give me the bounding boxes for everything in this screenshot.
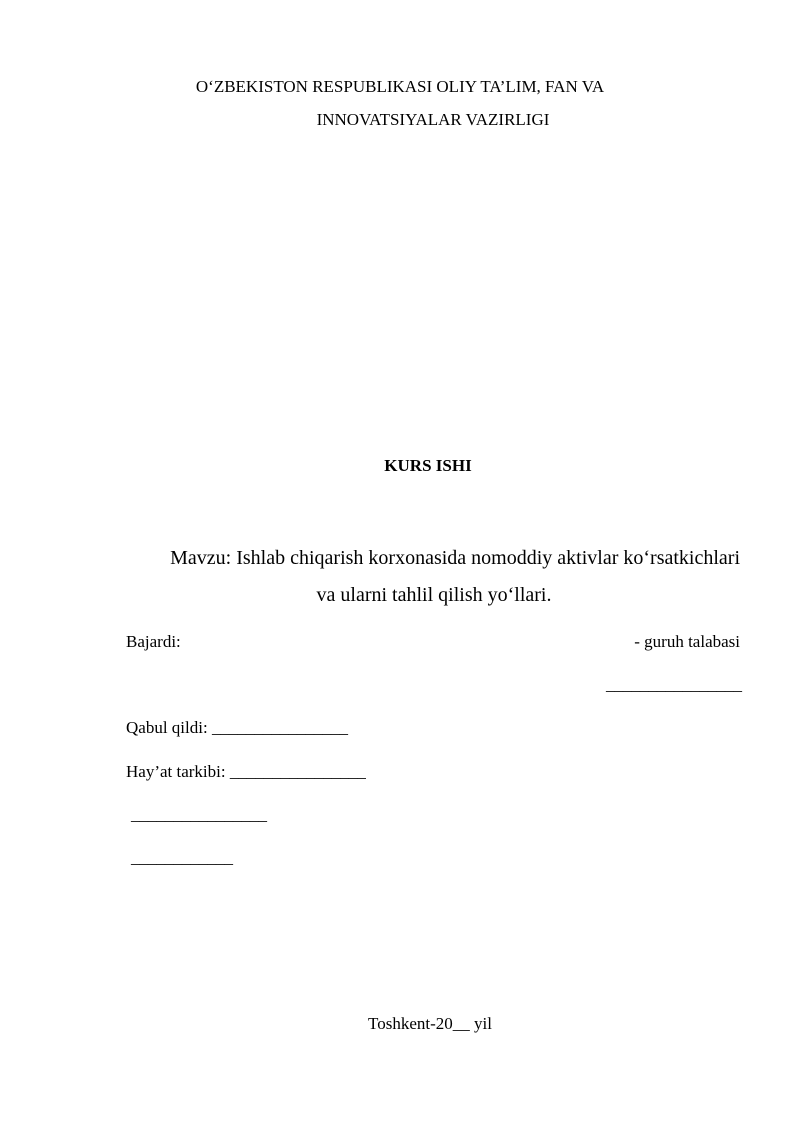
document-title: KURS ISHI: [384, 456, 472, 475]
ministry-name-line1: O‘ZBEKISTON RESPUBLIKASI OLIY TA’LIM, FAN VA: [195, 77, 605, 96]
performer-label: Bajardi:: [126, 632, 181, 651]
accepted-by-label: Qabul qildi: ________________: [126, 718, 348, 737]
committee-blank-2: ____________: [131, 848, 233, 867]
place-year: Toshkent-20__ yil: [368, 1014, 492, 1033]
ministry-name-line2: INNOVATSIYALAR VAZIRLIGI: [316, 110, 550, 129]
topic-line1: Mavzu: Ishlab chiqarish korxonasida nomoddiy aktivlar ko‘rsatkichlari: [170, 547, 740, 569]
committee-blank-1: ________________: [131, 805, 267, 824]
group-student-label: - guruh talabasi: [634, 632, 740, 651]
performer-name-blank: ________________: [606, 675, 742, 694]
committee-label: Hay’at tarkibi: ________________: [126, 762, 366, 781]
topic-line2: va ularni tahlil qilish yo‘llari.: [316, 584, 552, 606]
